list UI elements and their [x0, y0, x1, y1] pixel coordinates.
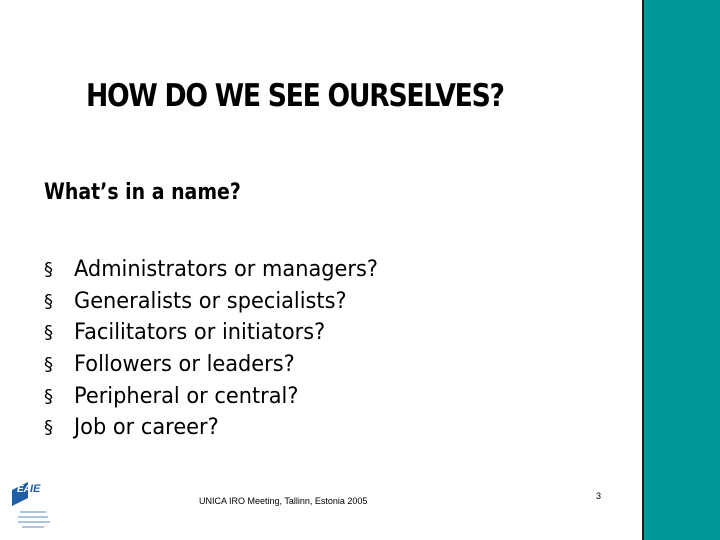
- page-number: 3: [596, 491, 602, 501]
- bullet-text: Facilitators or initiators?: [74, 320, 326, 346]
- bullet-text: Generalists or specialists?: [74, 288, 347, 314]
- bullet-text: Administrators or managers?: [74, 257, 378, 283]
- bullet-text: Peripheral or central?: [74, 383, 299, 409]
- bullet-marker: §: [44, 354, 53, 376]
- slide-subtitle: What’s in a name?: [44, 180, 241, 205]
- bullet-item: [44, 349, 394, 381]
- bullet-text: Followers or leaders?: [74, 352, 295, 378]
- side-accent-bar: [642, 0, 720, 540]
- svg-text:IE: IE: [30, 483, 41, 495]
- logo-icon: [10, 476, 58, 538]
- bullet-marker: §: [44, 322, 53, 344]
- bullet-marker: §: [44, 290, 53, 312]
- bullet-item: [44, 412, 394, 444]
- bullet-item: [44, 380, 394, 412]
- bullet-marker: §: [44, 385, 53, 407]
- svg-text:EA: EA: [17, 484, 31, 495]
- footer-text: UNICA IRO Meeting, Tallinn, Estonia 2005: [199, 496, 368, 506]
- bullet-item: [44, 317, 394, 349]
- slide-title: HOW DO WE SEE OURSELVES?: [86, 78, 504, 114]
- bullet-marker: §: [44, 259, 53, 281]
- bullet-list: [44, 254, 394, 444]
- bullet-marker: §: [44, 417, 53, 439]
- bullet-item: [44, 286, 394, 318]
- bullet-item: [44, 254, 394, 286]
- bullet-text: Job or career?: [74, 415, 219, 441]
- eaie-logo: [10, 476, 58, 538]
